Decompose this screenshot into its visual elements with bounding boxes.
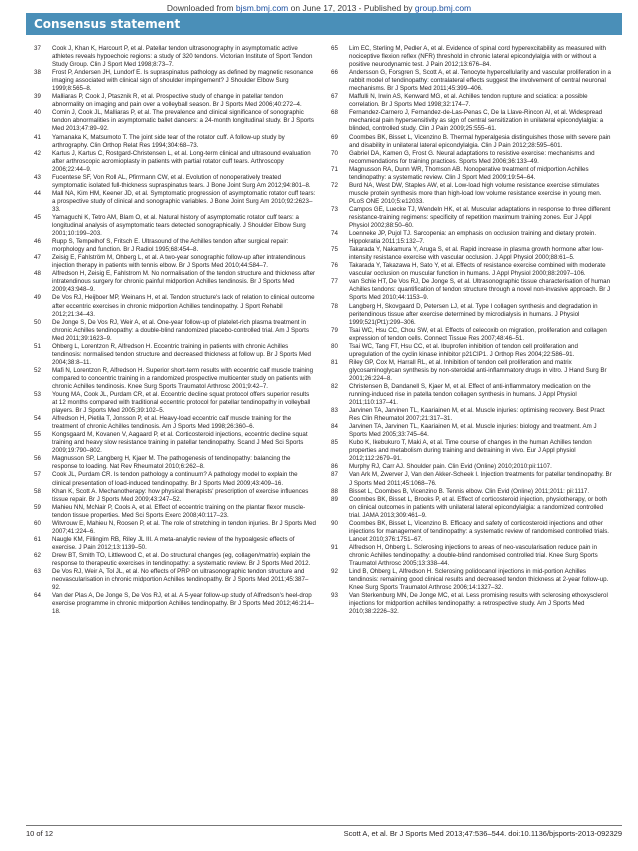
- reference-item: [331, 488, 613, 496]
- footer-divider: [26, 825, 622, 826]
- reference-text: Coombes BK, Bisset L, Vicenzino B. Efficacy and safety of corticosteroid injections and other injections for management of tendinopathy: a systematic review of randomised controlled trials. Lancet 2010;376:1751–67.: [349, 519, 610, 543]
- reference-number: 57: [34, 471, 41, 479]
- reference-text: Magnusson SP, Langberg H, Kjaer M. The pathogenesis of tendinopathy: balancing the response to loading. Nat Rev Rheumatol 2010;6:262–8.: [52, 455, 291, 471]
- reference-item: [34, 520, 316, 536]
- reference-number: 71: [331, 165, 338, 173]
- reference-number: 46: [34, 238, 41, 246]
- reference-item: [331, 568, 613, 592]
- reference-item: [331, 230, 613, 246]
- reference-number: 81: [331, 358, 338, 366]
- reference-item: [34, 150, 316, 174]
- reference-text: Ohberg L, Lorentzon R, Alfredson H. Eccentric training in patients with chronic Achilles tendinosis: normalised tendon structure and decreased thickness at follow up. Br J Sports Med 2004;38:8–11.: [52, 342, 311, 366]
- reference-item: [331, 439, 613, 463]
- reference-item: [331, 150, 613, 166]
- reference-number: 55: [34, 431, 41, 439]
- bjsm-link[interactable]: bjsm.bmj.com: [235, 3, 289, 13]
- reference-number: 73: [331, 205, 338, 213]
- reference-number: 86: [331, 463, 338, 471]
- reference-item: [331, 278, 613, 302]
- reference-number: 45: [34, 213, 41, 221]
- reference-number: 82: [331, 382, 338, 390]
- reference-item: [34, 488, 316, 504]
- reference-item: [34, 568, 316, 592]
- reference-text: Andersson G, Forsgren S, Scott A, et al. Tenocyte hypercellularity and vascular proliferation in a rabbit model of tendinopathy: contralateral effects suggest the involvement of central neuronal mechanisms. Br J Sports Med 2011;45:399–406.: [349, 69, 611, 93]
- reference-item: [331, 93, 613, 109]
- reference-text: Witvrouw E, Mahieu N, Roosen P, et al. The role of stretching in tendon injuries. Br J Sports Med 2007;41:224–6.: [52, 519, 316, 535]
- reference-number: 84: [331, 423, 338, 431]
- reference-item: [331, 246, 613, 262]
- reference-number: 60: [34, 519, 41, 527]
- reference-item: [34, 536, 316, 552]
- reference-number: 87: [331, 471, 338, 479]
- reference-item: [331, 303, 613, 327]
- reference-number: 66: [331, 69, 338, 77]
- reference-item: [34, 45, 316, 69]
- reference-text: Kartus J, Kartus C, Rostgard-Christensen L, et al. Long-term clinical and ultrasound evaluation after arthroscopic acromioplasty in patients with partial rotator cuff tears. Arthroscopy 2006;22:44–9.: [52, 149, 311, 173]
- reference-item: [34, 455, 316, 471]
- reference-number: 78: [331, 302, 338, 310]
- reference-number: 80: [331, 342, 338, 350]
- reference-text: Frost P, Andersen JH, Lundorf E. Is supraspinatus pathology as defined by magnetic resonance imaging associated with clinical sign of shoulder impingement? J Shoulder Elbow Surg 1999;8:565–8.: [52, 69, 314, 93]
- reference-item: [331, 109, 613, 133]
- reference-number: 50: [34, 318, 41, 326]
- reference-text: Zeisig E, Fahlström M, Ohberg L, et al. A two-year sonographic follow-up after intratendinous injection therapy in patients with tennis elbow. Br J Sports Med 2010;44:584–7.: [52, 254, 306, 270]
- reference-text: De Vos RJ, Heijboer MP, Weinans H, et al. Tendon structure's lack of relation to clinical outcome after eccentric exercises in chronic midportion Achilles tendinopathy. J Sport Rehabil 2012;21:34–43.: [52, 294, 315, 318]
- reference-text: Cook J, Khan K, Harcourt P, et al. Patellar tendon ultrasonography in asymptomatic active athletes reveals hypoechoic regions: a study of 320 tendons. Victorian Institute of Sport Tendon Study Group. Clin J Sport Med 1998;8:73–7.: [52, 45, 313, 69]
- reference-number: 61: [34, 535, 41, 543]
- reference-item: [34, 431, 316, 455]
- reference-text: Mafi N, Lorentzon R, Alfredson H. Superior short-term results with eccentric calf muscle training compared to concentric training in a randomized prospective multicenter study on patients with chronic Achilles tendinosis. Knee Surg Sports Traumatol Arthrosc 2001;9:42–7.: [52, 366, 314, 390]
- reference-number: 77: [331, 278, 338, 286]
- reference-text: Mahieu NN, McNair P, Cools A, et al. Effect of eccentric training on the plantar flexor muscle-tendon tissue properties. Med Sci Sports Exerc 2008;40:117–23.: [52, 503, 306, 519]
- reference-text: Rupp S, Tempelhof S, Fritsch E. Ultrasound of the Achilles tendon after surgical repair: morphology and function. Br J Radiol 1995;68:454–8.: [52, 238, 289, 254]
- reference-number: 72: [331, 181, 338, 189]
- reference-number: 40: [34, 109, 41, 117]
- reference-number: 91: [331, 543, 338, 551]
- reference-item: [331, 463, 613, 471]
- page-footer: [26, 829, 622, 838]
- reference-text: van Schie HT, De Vos RJ, De Jonge S, et al. Ultrasonographic tissue characterisation of human Achilles tendons: quantification of tendon structure through a novel non-invasive approach. Br J Sports Med 2010;44:1153–9.: [349, 278, 611, 302]
- reference-number: 39: [34, 93, 41, 101]
- reference-number: 79: [331, 326, 338, 334]
- reference-text: Khan K, Scott A. Mechanotherapy: how physical therapists' prescription of exercise influences tissue repair. Br J Sports Med 2009;43:247–52.: [52, 487, 309, 503]
- reference-item: [331, 383, 613, 407]
- download-suffix: on June 17, 2013 - Published by: [288, 3, 415, 13]
- reference-item: [34, 109, 316, 133]
- reference-item: [34, 270, 316, 294]
- references-right-column: [331, 45, 613, 616]
- reference-item: [331, 166, 613, 182]
- reference-item: [34, 391, 316, 415]
- reference-text: Tsai WC, Tang FT, Hsu CC, et al. Ibuprofen inhibition of tendon cell proliferation and upregulation of the cyclin kinase inhibitor p21CIP1. J Orthop Res 2004;22:586–91.: [349, 342, 578, 358]
- download-notice: [0, 3, 638, 13]
- reference-text: Christensen B, Dandanell S, Kjaer M, et al. Effect of anti-inflammatory medication on the running-induced rise in patella tendon collagen synthesis in humans. J Appl Physiol 2011;110:137–41.: [349, 382, 591, 407]
- reference-number: 56: [34, 455, 41, 463]
- reference-text: Gabriel DA, Kamen G, Frost G. Neural adaptations to resistive exercise: mechanisms and recommendations for training practices. Sports Med 2006;36:133–49.: [349, 149, 595, 165]
- reference-number: 76: [331, 262, 338, 270]
- reference-number: 58: [34, 487, 41, 495]
- reference-item: [34, 294, 316, 318]
- reference-number: 48: [34, 270, 41, 278]
- reference-item: [331, 262, 613, 278]
- reference-number: 42: [34, 149, 41, 157]
- reference-item: [34, 552, 316, 568]
- reference-item: [34, 415, 316, 431]
- reference-text: Young MA, Cook JL, Purdam CR, et al. Eccentric decline squat protocol offers superior results at 12 months compared with traditional eccentric protocol for patellar tendinopathy in volleyball players. Br J Sports Med 2005;39:102–5.: [52, 391, 311, 415]
- reference-number: 85: [331, 439, 338, 447]
- reference-number: 83: [331, 407, 338, 415]
- reference-item: [34, 93, 316, 109]
- reference-text: Burd NA, West DW, Staples AW, et al. Low-load high volume resistance exercise stimulates muscle protein synthesis more than high-load low volume resistance exercise in young men. PLoS ONE 2010;5:e12033.: [349, 181, 602, 205]
- reference-text: Coombes BK, Bisset L, Vicenzino B. Thermal hyperalgesia distinguishes those with severe pain and disability in unilateral lateral epicondylalgia. Clin J Pain 2012;28:595–601.: [349, 133, 611, 149]
- reference-text: Drew BT, Smith TO, Littlewood C, et al. Do structural changes (eg, collagen/matrix) explain the response to therapeutic exercises in tendinopathy: a systematic review. Br J Sports Med 2012.: [52, 551, 311, 567]
- reference-number: 70: [331, 149, 338, 157]
- reference-item: [331, 520, 613, 544]
- reference-number: 93: [331, 592, 338, 600]
- reference-item: [331, 327, 613, 343]
- reference-item: [331, 496, 613, 520]
- reference-number: 75: [331, 246, 338, 254]
- reference-item: [331, 407, 613, 423]
- reference-number: 68: [331, 109, 338, 117]
- reference-number: 64: [34, 592, 41, 600]
- reference-item: [331, 134, 613, 150]
- reference-text: Alfredson H, Zeisig E, Fahlstrom M. No normalisation of the tendon structure and thickness after intratendinous surgery for chronic painful midportion Achilles tendinosis. Br J Sports Med 2009;43:948–9.: [52, 270, 316, 294]
- reference-item: [331, 544, 613, 568]
- article-citation: Scott A, et al. Br J Sports Med 2013;47:536–544. doi:10.1136/bjsports-2013-092329: [343, 829, 622, 838]
- reference-item: [34, 367, 316, 391]
- reference-number: 90: [331, 519, 338, 527]
- reference-item: [34, 134, 316, 150]
- reference-text: Comin J, Cook JL, Malliaras P, et al. The prevalence and clinical significance of sonographic tendon abnormalities in asymptomatic ballet dancers: a 24-month longitudinal study. Br J Sports Med 2013;47:89–92.: [52, 109, 314, 133]
- reference-item: [34, 238, 316, 254]
- reference-text: Jarvinen TA, Jarvinen TL, Kaariainen M, et al. Muscle injuries: biology and treatment. Am J Sports Med 2005;33:745–64.: [349, 423, 597, 439]
- reference-number: 74: [331, 230, 338, 238]
- reference-item: [331, 592, 613, 616]
- reference-item: [34, 319, 316, 343]
- reference-number: 53: [34, 391, 41, 399]
- reference-number: 63: [34, 568, 41, 576]
- page-number: 10 of 12: [26, 829, 54, 838]
- reference-item: [331, 343, 613, 359]
- reference-item: [331, 69, 613, 93]
- reference-text: Naugle KM, Fillingim RB, Riley JL III. A meta-analytic review of the hypoalgesic effects of exercise. J Pain 2012;13:1139–50.: [52, 535, 295, 551]
- reference-text: Van Sterkenburg MN, De Jonge MC, et al. Less promising results with sclerosing ethoxysclerol injections for midportion achilles tendinopathy: a retrospective study. Am J Sports Med 2010;38:2226–32.: [349, 592, 608, 616]
- reference-number: 59: [34, 503, 41, 511]
- reference-text: Langberg H, Skovgaard D, Petersen LJ, et al. Type I collagen synthesis and degradation in peritendinous tissue after exercise determined by microdialysis in humans. J Physiol 1999;521(Pt1):299–306.: [349, 302, 598, 326]
- reference-number: 67: [331, 93, 338, 101]
- reference-text: Van der Plas A, De Jonge S, De Vos RJ, et al. A 5-year follow-up study of Alfredson's heel-drop exercise programme in chronic midportion Achilles tendinopathy. Br J Sports Med 2012;46:214–18.: [52, 592, 314, 616]
- reference-item: [331, 206, 613, 230]
- reference-text: De Jonge S, De Vos RJ, Weir A, et al. One-year follow-up of platelet-rich plasma treatment in chronic Achilles tendinopathy: a double-blind randomized placebo-controlled trial. Am J Sports Med 2011;39:1623–9.: [52, 318, 309, 342]
- reference-number: 65: [331, 45, 338, 52]
- reference-item: [331, 182, 613, 206]
- group-bmj-link[interactable]: group.bmj.com: [414, 3, 472, 13]
- reference-text: Bisset L, Coombes B, Vicenzino B. Tennis elbow. Clin Evid (Online) 2011;2011: pii:1117.: [349, 487, 590, 495]
- reference-text: Alfredson H, Ohberg L. Sclerosing injections to areas of neo-vascularisation reduce pain in chronic Achilles tendinopathy: a double-blind randomised controlled trial. Knee Surg Sports Traumatol Arthrosc 2005;13:338–44.: [349, 543, 598, 567]
- reference-number: 37: [34, 45, 41, 52]
- reference-text: Jarvinen TA, Jarvinen TL, Kaariainen M, et al. Muscle injuries: optimising recovery. Best Pract Res Clin Rheumatol 2007;21:317–31.: [349, 407, 605, 423]
- reference-number: 92: [331, 568, 338, 576]
- reference-number: 44: [34, 189, 41, 197]
- reference-number: 54: [34, 415, 41, 423]
- references-left-column: [34, 45, 316, 616]
- download-prefix: Downloaded from: [166, 3, 236, 13]
- reference-text: Lim EC, Sterling M, Pedler A, et al. Evidence of spinal cord hyperexcitability as measured with nociceptive flexion reflex (NFR) threshold in chronic lateral epicondylalgia with or without a positive neurodynamic test. J Pain 2012;13:676–84.: [349, 45, 606, 69]
- reference-number: 89: [331, 495, 338, 503]
- reference-item: [34, 174, 316, 190]
- reference-text: Fernandez-Carnero J, Fernandez-de-Las-Penas C, De la Llave-Rincon AI, et al. Widespread mechanical pain hypersensitivity as sign of central sensitization in unilateral epicondylalgia: a blinded, controlled study. Clin J Pain 2009;25:555–61.: [349, 109, 604, 133]
- reference-number: 38: [34, 69, 41, 77]
- reference-text: Murphy RJ, Carr AJ. Shoulder pain. Clin Evid (Online) 2010;2010:pii:1107.: [349, 463, 552, 471]
- reference-text: Magnusson RA, Dunn WR, Thomson AB. Nonoperative treatment of midportion Achilles tendinopathy: a systematic review. Clin J Sport Med 2009;19:54–64.: [349, 165, 589, 181]
- reference-item: [34, 214, 316, 238]
- reference-item: [331, 45, 613, 69]
- reference-text: Van Ark M, Zwerver J, Van den Akker-Scheek I. Injection treatments for patellar tendinopathy. Br J Sports Med 2011;45:1068–76.: [349, 471, 612, 487]
- reference-number: 52: [34, 366, 41, 374]
- reference-number: 41: [34, 133, 41, 141]
- reference-item: [331, 423, 613, 439]
- reference-text: De Vos RJ, Weir A, Tol JL, et al. No effects of PRP on ultrasonographic tendon structure and neovascularisation in chronic midportion Achilles tendinopathy. Br J Sports Med 2011;45:387–92.: [52, 568, 309, 592]
- reference-text: Kubo K, Ikebukuro T, Maki A, et al. Time course of changes in the human Achilles tendon properties and metabolism during training and detraining in vivo. Eur J Appl physiol 2012;112:2679–91.: [349, 439, 592, 463]
- reference-text: Takarada Y, Nakamura Y, Aruga S, et al. Rapid increase in plasma growth hormone after low-intensity resistance exercise with vascular occlusion. J Appl Physiol 2000;88:61–5.: [349, 246, 604, 262]
- reference-number: 88: [331, 487, 338, 495]
- reference-item: [34, 592, 316, 616]
- reference-number: 43: [34, 173, 41, 181]
- reference-text: Yamaguchi K, Tetro AM, Blam O, et al. Natural history of asymptomatic rotator cuff tears: a longitudinal analysis of asymptomatic tears detected sonographically. J Shoulder Elbow Surg 2001;10:199–203.: [52, 213, 306, 238]
- reference-text: Alfredson H, Pietila T, Jonsson P, et al. Heavy-load eccentric calf muscle training for the treatment of chronic Achilles tendinosis. Am J Sports Med 1998;26:360–6.: [52, 415, 292, 431]
- reference-text: Mall NA, Kim HM, Keener JD, et al. Symptomatic progression of asymptomatic rotator cuff tears: a prospective study of clinical and sonographic variables. J Bone Joint Surg Am 2010;92:2623–33.: [52, 189, 316, 213]
- reference-item: [331, 359, 613, 383]
- reference-text: Riley GP, Cox M, Harrall RL, et al. Inhibition of tendon cell proliferation and matrix glycosaminoglycan synthesis by non-steroidal anti-inflammatory drugs in vitro. J Hand Surg Br 2001;26:224–8.: [349, 358, 607, 382]
- reference-text: Kongsgaard M, Kovanen V, Aagaard P, et al. Corticosteroid injections, eccentric decline squat training and heavy slow resistance training in patellar tendinopathy. Scand J Med Sci Sports 2009;19:790–802.: [52, 431, 308, 455]
- reference-text: Lind B, Ohberg L, Alfredson H. Sclerosing polidocanol injections in mid-portion Achilles tendinosis: remaining good clinical results and decreased tendon thickness at 2-year follow-up. Knee Surg Sports Traumatol Arthrosc 2006;14:1327–32.: [349, 568, 609, 592]
- reference-number: 62: [34, 551, 41, 559]
- reference-item: [34, 190, 316, 214]
- reference-item: [34, 343, 316, 367]
- reference-item: [34, 471, 316, 487]
- reference-text: Malliaras P, Cook J, Ptasznik R, et al. Prospective study of change in patellar tendon abnormality on imaging and pain over a volleyball season. Br J Sports Med 2006;40:272–4.: [52, 93, 302, 109]
- reference-item: [34, 254, 316, 270]
- reference-text: Maffulli N, Irwin AS, Kenward MG, et al. Achilles tendon rupture and sciatica: a possible correlation. Br J Sports Med 1998;32:174–7.: [349, 93, 588, 109]
- reference-text: Tsai WC, Hsu CC, Chou SW, et al. Effects of celecoxib on migration, proliferation and collagen expression of tendon cells. Connect Tissue Res 2007;48:46–51.: [349, 326, 607, 342]
- section-banner: Consensus statement: [26, 13, 622, 35]
- reference-item: [331, 471, 613, 487]
- reference-number: 49: [34, 294, 41, 302]
- reference-item: [34, 504, 316, 520]
- reference-item: [34, 69, 316, 93]
- reference-text: Fucentese SF, Von Roll AL, Pfirrmann CW, et al. Evolution of nonoperatively treated symptomatic isolated full-thickness supraspinatus tears. J Bone Joint Surg Am 2012;94:801–8.: [52, 173, 311, 189]
- reference-number: 69: [331, 133, 338, 141]
- reference-text: Loenneke JP, Pujol TJ. Sarcopenia: an emphasis on occlusion training and dietary protein. Hippokratia 2011;15:132–7.: [349, 230, 597, 246]
- reference-text: Cook JL, Purdam CR. Is tendon pathology a continuum? A pathology model to explain the clinical presentation of load-induced tendinopathy. Br J Sports Med 2009;43:409–16.: [52, 471, 298, 487]
- reference-text: Campos GE, Luecke TJ, Wendeln HK, et al. Muscular adaptations in response to three different resistance-training regimens: specificity of repetition maximum training zones. Eur J Appl Physiol 2002;88:50–60.: [349, 205, 611, 230]
- reference-number: 47: [34, 254, 41, 262]
- reference-text: Yamanaka K, Matsumoto T. The joint side tear of the rotator cuff. A follow-up study by arthrography. Clin Orthop Relat Res 1994;304:68–73.: [52, 133, 285, 149]
- reference-number: 51: [34, 342, 41, 350]
- reference-text: Takarada Y, Takazawa H, Sato Y, et al. Effects of resistance exercise combined with moderate vascular occlusion on muscular function in humans. J Appl Physiol 2000;88:2097–106.: [349, 262, 606, 278]
- reference-text: Coombes BK, Bisset L, Brooks P, et al. Effect of corticosteroid injection, physiotherapy, or both on clinical outcomes in patients with unilateral lateral epicondylalgia: a randomized controlled trial. JAMA 2013;309:461–9.: [349, 495, 607, 519]
